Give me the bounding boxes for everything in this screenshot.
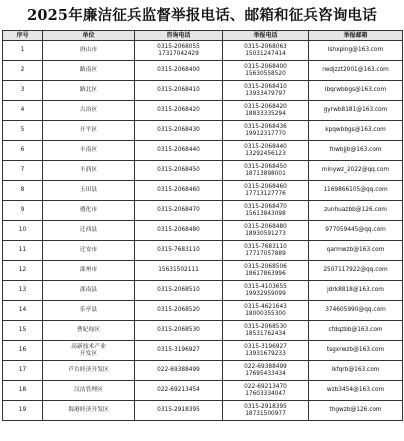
report-email-cell <box>309 241 403 261</box>
table-row <box>3 241 403 261</box>
unit-cell <box>43 141 135 161</box>
document-title: 2025年廉洁征兵监督举报电话、邮箱和征兵咨询电话 <box>27 6 377 24</box>
table-row <box>3 301 403 321</box>
report-phone-cell-line: 18930591273 <box>245 230 286 237</box>
report-email-cell-line: wzb3454@163.com <box>326 387 385 393</box>
report-email-cell <box>309 81 403 101</box>
serial-cell <box>3 161 43 181</box>
report-phone-cell-line: 0315-4103655 <box>244 283 287 290</box>
report-phone-cell <box>223 81 309 101</box>
report-phone-cell <box>223 261 309 281</box>
contact-table <box>2 30 403 421</box>
unit-cell-line: 遵化市 <box>79 207 98 213</box>
unit-cell <box>43 161 135 181</box>
table-row <box>3 221 403 241</box>
report-email-cell-line: lbqrwbbgs@163.com <box>324 87 387 93</box>
report-email-cell <box>309 121 403 141</box>
report-phone-cell <box>223 341 309 361</box>
report-email-cell <box>309 381 403 401</box>
consult-phone-cell-line: 0315-7683110 <box>157 247 200 253</box>
report-email-cell-line: 977059445@qq.com <box>325 227 386 233</box>
consult-phone-cell-line: 0315-2068420 <box>157 107 200 113</box>
report-phone-cell-line: 17713127776 <box>245 190 286 197</box>
report-phone-cell-line: 17695433434 <box>245 370 286 377</box>
report-email-cell-line: zunhuazbb@126.com <box>324 207 387 213</box>
consult-phone-cell-line: 0315-2068430 <box>157 127 200 133</box>
consult-phone-cell-line: 0315-2068530 <box>157 327 200 333</box>
serial-cell-line: 11 <box>18 247 27 253</box>
report-phone-cell <box>223 61 309 81</box>
table-row <box>3 401 403 421</box>
report-email-cell <box>309 141 403 161</box>
table-row <box>3 41 403 61</box>
header-serial: 序号 <box>3 31 43 41</box>
serial-cell-line: 3 <box>20 87 25 93</box>
report-phone-cell-line: 17717057889 <box>245 250 286 257</box>
table-row <box>3 101 403 121</box>
unit-cell-line: 开发区 <box>79 350 98 357</box>
report-phone-cell-line: 13292456123 <box>245 150 286 157</box>
report-phone-cell-line: 0315-2918395 <box>244 403 287 410</box>
unit-cell <box>43 361 135 381</box>
report-email-cell <box>309 301 403 321</box>
serial-cell <box>3 301 43 321</box>
report-phone-cell-line: 13931679233 <box>245 350 286 357</box>
report-phone-cell-line: 18000355300 <box>245 310 286 317</box>
consult-phone-cell <box>135 61 223 81</box>
report-phone-cell <box>223 41 309 61</box>
unit-cell <box>43 341 135 361</box>
unit-cell <box>43 101 135 121</box>
report-phone-cell-line: 0315-2068063 <box>244 43 287 50</box>
report-email-cell-line: fnwbjjb@163.com <box>329 147 382 153</box>
serial-cell <box>3 321 43 341</box>
serial-cell <box>3 261 43 281</box>
consult-phone-cell-line: 0315-2068480 <box>157 227 200 233</box>
unit-cell-line: 丰南区 <box>79 147 98 153</box>
report-phone-cell <box>223 401 309 421</box>
report-email-cell <box>309 361 403 381</box>
report-email-cell <box>309 101 403 121</box>
report-phone-cell-line: 022-69388499 <box>244 363 287 370</box>
unit-cell-line: 曹妃甸区 <box>76 327 101 333</box>
consult-phone-cell <box>135 261 223 281</box>
unit-cell-line: 路南区 <box>79 67 98 73</box>
unit-cell <box>43 41 135 61</box>
serial-cell <box>3 401 43 421</box>
consult-phone-cell <box>135 181 223 201</box>
report-phone-cell-line: 0315-3196927 <box>244 343 287 350</box>
serial-cell-line: 19 <box>18 407 27 413</box>
report-email-cell-line: qarmwzb@163.com <box>326 247 385 253</box>
unit-cell-line: 滦南县 <box>79 287 98 293</box>
consult-phone-cell <box>135 401 223 421</box>
report-email-cell-line: jdrk8818@163.com <box>327 287 384 293</box>
table-row <box>3 201 403 221</box>
consult-phone-cell <box>135 301 223 321</box>
unit-cell <box>43 81 135 101</box>
serial-cell <box>3 101 43 121</box>
consult-phone-cell <box>135 341 223 361</box>
unit-cell <box>43 201 135 221</box>
report-phone-cell-line: 19932959099 <box>245 290 286 297</box>
serial-cell-line: 1 <box>20 47 25 53</box>
consult-phone-cell-line: 0315-2068460 <box>157 187 200 193</box>
unit-cell <box>43 261 135 281</box>
consult-phone-cell-line: 0315-2068510 <box>157 287 200 293</box>
header-unit: 单位 <box>43 31 135 41</box>
report-email-cell-line: thgwzb@126.com <box>329 407 382 413</box>
consult-phone-cell-line: 022-69388499 <box>157 367 200 373</box>
report-phone-cell-line: 19912317770 <box>245 130 286 137</box>
serial-cell <box>3 181 43 201</box>
table-row <box>3 81 403 101</box>
consult-phone-cell-line: 022-69213454 <box>157 387 200 393</box>
report-email-cell <box>309 221 403 241</box>
serial-cell <box>3 281 43 301</box>
report-phone-cell-line: 18531762434 <box>245 330 286 337</box>
report-phone-cell-line: 0315-4621643 <box>244 303 287 310</box>
unit-cell <box>43 241 135 261</box>
table-row <box>3 321 403 341</box>
serial-cell <box>3 241 43 261</box>
report-email-cell-line: tsgxrwzb@163.com <box>326 347 385 353</box>
report-phone-cell <box>223 301 309 321</box>
report-phone-cell-line: 0315-2068410 <box>244 83 287 90</box>
consult-phone-cell <box>135 141 223 161</box>
unit-cell-line: 开平区 <box>79 127 98 133</box>
consult-phone-cell-line: 0315-2068470 <box>157 207 200 213</box>
consult-phone-cell <box>135 221 223 241</box>
serial-cell-line: 9 <box>20 207 25 213</box>
report-email-cell-line: 374605990@qq.com <box>325 307 386 313</box>
serial-cell <box>3 81 43 101</box>
report-email-cell <box>309 401 403 421</box>
report-phone-cell-line: 18833335294 <box>245 110 286 117</box>
serial-cell-line: 17 <box>18 367 27 373</box>
header-report-phone: 举报电话 <box>223 31 309 41</box>
report-phone-cell-line: 18617863996 <box>245 270 286 277</box>
table-row <box>3 141 403 161</box>
report-email-cell <box>309 41 403 61</box>
report-email-cell <box>309 261 403 281</box>
unit-cell-line: 丰润区 <box>79 167 98 173</box>
serial-cell <box>3 361 43 381</box>
unit-cell-line: 玉田县 <box>79 187 98 193</box>
consult-phone-cell-line: 17317042429 <box>158 50 199 57</box>
report-phone-cell <box>223 101 309 121</box>
unit-cell-line: 古冶区 <box>79 107 98 113</box>
unit-cell <box>43 181 135 201</box>
report-phone-cell-line: 15630558520 <box>245 70 286 77</box>
serial-cell-line: 15 <box>18 327 27 333</box>
consult-phone-cell-line: 0315-2068520 <box>157 307 200 313</box>
report-phone-cell-line: 0315-2068436 <box>244 123 287 130</box>
unit-cell-line: 迁西县 <box>79 227 98 233</box>
table-row <box>3 61 403 81</box>
consult-phone-cell <box>135 281 223 301</box>
report-phone-cell-line: 0315-2068506 <box>244 263 287 270</box>
serial-cell <box>3 41 43 61</box>
unit-cell <box>43 61 135 81</box>
serial-cell <box>3 121 43 141</box>
consult-phone-cell <box>135 361 223 381</box>
serial-cell-line: 8 <box>20 187 25 193</box>
report-phone-cell-line: 15613843098 <box>245 210 286 217</box>
serial-cell-line: 2 <box>20 67 25 73</box>
report-phone-cell <box>223 361 309 381</box>
report-phone-cell-line: 022-69213470 <box>244 383 287 390</box>
report-phone-cell-line: 0315-2068480 <box>244 223 287 230</box>
report-email-cell <box>309 61 403 81</box>
report-phone-cell-line: 0315-2068420 <box>244 103 287 110</box>
report-email-cell <box>309 201 403 221</box>
unit-cell-line: 海港经济开发区 <box>68 407 109 413</box>
report-phone-cell <box>223 121 309 141</box>
consult-phone-cell-line: 0315-2068410 <box>157 87 200 93</box>
table-row <box>3 281 403 301</box>
serial-cell-line: 7 <box>20 167 25 173</box>
report-phone-cell-line: 17603334047 <box>245 390 286 397</box>
report-email-cell-line: lkfqrb@163.com <box>331 367 380 373</box>
report-email-cell-line: rwdjzzt2001@163.com <box>322 67 389 73</box>
serial-cell <box>3 341 43 361</box>
unit-cell-line: 迁安市 <box>79 247 98 253</box>
report-email-cell <box>309 321 403 341</box>
unit-cell <box>43 221 135 241</box>
report-email-cell <box>309 161 403 181</box>
table-row <box>3 381 403 401</box>
report-phone-cell <box>223 381 309 401</box>
report-email-cell-line: lshxping@163.com <box>327 47 384 53</box>
report-email-cell-line: minywz_2022@qq.com <box>321 167 390 173</box>
consult-phone-cell-line: 0315-2918395 <box>157 407 200 413</box>
report-phone-cell-line: 15031247414 <box>245 50 286 57</box>
report-phone-cell <box>223 321 309 341</box>
serial-cell <box>3 141 43 161</box>
consult-phone-cell <box>135 101 223 121</box>
consult-phone-cell <box>135 381 223 401</box>
unit-cell <box>43 301 135 321</box>
unit-cell-line: 汉沽管理区 <box>74 387 103 393</box>
serial-cell <box>3 201 43 221</box>
report-phone-cell-line: 0315-7683110 <box>244 243 287 250</box>
report-email-cell-line: kpqwbbgs@163.com <box>325 127 386 133</box>
unit-cell-line: 滦州市 <box>79 267 98 273</box>
unit-cell <box>43 401 135 421</box>
report-phone-cell-line: 18713898001 <box>245 170 286 177</box>
report-phone-cell-line: 0315-2068450 <box>244 163 287 170</box>
consult-phone-cell <box>135 321 223 341</box>
serial-cell-line: 13 <box>18 287 27 293</box>
serial-cell-line: 6 <box>20 147 25 153</box>
serial-cell-line: 4 <box>20 107 25 113</box>
unit-cell-line: 高新技术产业 <box>71 343 106 350</box>
report-phone-cell <box>223 161 309 181</box>
report-phone-cell-line: 0315-2068530 <box>244 323 287 330</box>
consult-phone-cell <box>135 41 223 61</box>
unit-cell <box>43 321 135 341</box>
table-row <box>3 361 403 381</box>
unit-cell <box>43 381 135 401</box>
unit-cell <box>43 121 135 141</box>
consult-phone-cell-line: 0315-2068450 <box>157 167 200 173</box>
serial-cell-line: 14 <box>18 307 27 313</box>
consult-phone-cell-line: 0315-2068055 <box>157 43 200 50</box>
report-email-cell-line: 2507117922@qq.com <box>323 267 388 273</box>
report-phone-cell <box>223 201 309 221</box>
report-phone-cell-line: 0315-2068440 <box>244 143 287 150</box>
serial-cell-line: 10 <box>18 227 27 233</box>
report-phone-cell <box>223 181 309 201</box>
serial-cell <box>3 61 43 81</box>
unit-cell-line: 路北区 <box>79 87 98 93</box>
header-report-email: 举报邮箱 <box>309 31 403 41</box>
consult-phone-cell <box>135 241 223 261</box>
serial-cell <box>3 381 43 401</box>
consult-phone-cell-line: 0315-2068440 <box>157 147 200 153</box>
unit-cell <box>43 281 135 301</box>
consult-phone-cell-line: 15631502111 <box>158 267 199 273</box>
table-header-row <box>3 31 403 41</box>
unit-cell-line: 唐山市 <box>79 47 98 53</box>
report-email-cell-line: gyrwb8181@163.com <box>323 107 388 113</box>
consult-phone-cell-line: 0315-3196927 <box>157 347 200 353</box>
report-phone-cell-line: 18731500977 <box>245 410 286 417</box>
table-body <box>3 41 403 421</box>
table-row <box>3 341 403 361</box>
report-phone-cell <box>223 141 309 161</box>
serial-cell-line: 12 <box>18 267 27 273</box>
table-row <box>3 121 403 141</box>
unit-cell-line: 芦台经济开发区 <box>68 367 109 373</box>
report-phone-cell <box>223 281 309 301</box>
serial-cell <box>3 221 43 241</box>
consult-phone-cell <box>135 201 223 221</box>
report-phone-cell <box>223 241 309 261</box>
report-email-cell <box>309 181 403 201</box>
consult-phone-cell-line: 0315-2068400 <box>157 67 200 73</box>
unit-cell-line: 乐亭县 <box>79 307 98 313</box>
table-row <box>3 181 403 201</box>
report-phone-cell-line: 0315-2068400 <box>244 63 287 70</box>
report-phone-cell-line: 0315-2068470 <box>244 203 287 210</box>
table-row <box>3 261 403 281</box>
serial-cell-line: 5 <box>20 127 25 133</box>
table-row <box>3 161 403 181</box>
report-phone-cell-line: 13933479797 <box>245 90 286 97</box>
report-phone-cell-line: 0315-2068460 <box>244 183 287 190</box>
consult-phone-cell <box>135 161 223 181</box>
consult-phone-cell <box>135 121 223 141</box>
serial-cell-line: 16 <box>18 347 27 353</box>
consult-phone-cell <box>135 81 223 101</box>
header-consult-phone: 咨询电话 <box>135 31 223 41</box>
serial-cell-line: 18 <box>18 387 27 393</box>
report-email-cell-line: cfdqzbb@163.com <box>328 327 383 333</box>
report-email-cell <box>309 341 403 361</box>
report-phone-cell <box>223 221 309 241</box>
report-email-cell-line: 1169866105@qq.com <box>323 187 388 193</box>
report-email-cell <box>309 281 403 301</box>
